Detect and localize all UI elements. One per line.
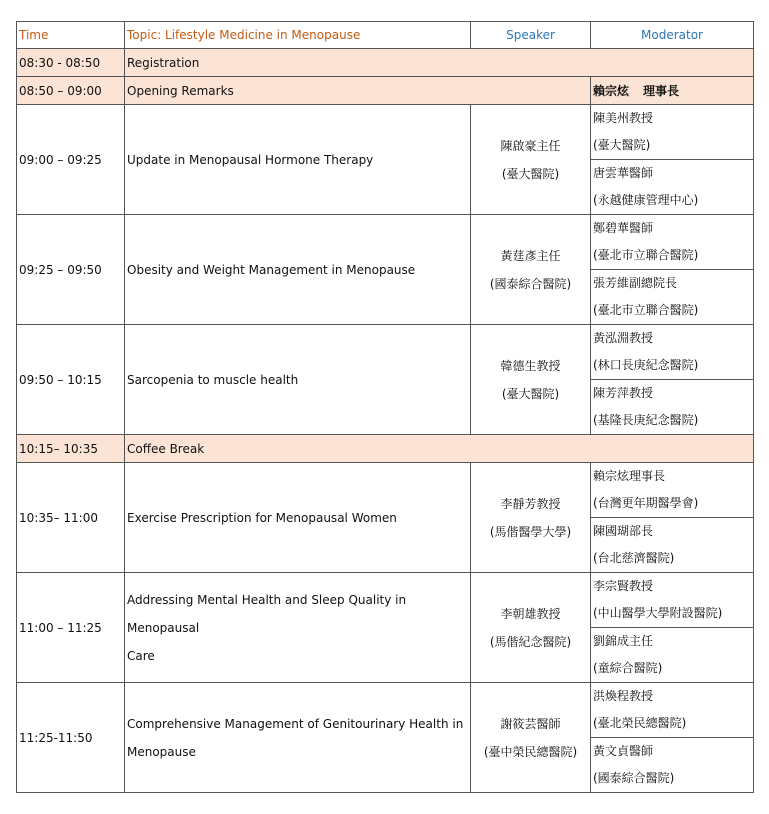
header-row — [17, 22, 754, 49]
session-time: 11:00 – 11:25 — [17, 573, 125, 683]
session-time: 09:25 – 09:50 — [17, 215, 125, 325]
speaker-name: 李靜芳教授 — [500, 496, 561, 511]
opening-label: Opening Remarks — [125, 77, 591, 105]
session-time: 09:50 – 10:15 — [17, 325, 125, 435]
session-row — [17, 105, 754, 133]
opening-row — [17, 77, 754, 105]
session-row — [17, 463, 754, 491]
opening-moderator-title: 理事長 — [643, 84, 680, 98]
registration-time: 08:30 - 08:50 — [17, 49, 125, 77]
session-topic-line2: Menopause — [127, 744, 196, 759]
moderator-name: 洪煥程教授 — [591, 683, 754, 711]
moderator-org: (台北慈濟醫院) — [591, 545, 754, 573]
session-topic: Obesity and Weight Management in Menopause — [125, 215, 471, 325]
session-topic-line1: Addressing Mental Health and Sleep Quality in Menopausal — [127, 592, 407, 635]
speaker-org: (臺大醫院) — [501, 166, 560, 181]
moderator-name: 陳美州教授 — [591, 105, 754, 133]
moderator-name: 黃泓淵教授 — [591, 325, 754, 353]
speaker-org: (臺中榮民總醫院) — [483, 744, 578, 759]
coffee-time: 10:15– 10:35 — [17, 435, 125, 463]
speaker-name: 韓德生教授 — [500, 358, 561, 373]
moderator-org: (臺北榮民總醫院) — [591, 710, 754, 738]
registration-label: Registration — [125, 49, 754, 77]
header-moderator: Moderator — [591, 22, 754, 49]
session-topic: Sarcopenia to muscle health — [125, 325, 471, 435]
session-topic: Exercise Prescription for Menopausal Women — [125, 463, 471, 573]
moderator-org: (基隆長庚紀念醫院) — [591, 407, 754, 435]
speaker-org: (馬偕醫學大學) — [489, 524, 572, 539]
moderator-name: 劉錦成主任 — [591, 628, 754, 656]
session-topic — [125, 573, 471, 683]
session-speaker — [471, 215, 591, 325]
moderator-name: 黃文貞醫師 — [591, 738, 754, 766]
coffee-label: Coffee Break — [125, 435, 754, 463]
session-topic — [125, 683, 471, 793]
opening-time: 08:50 – 09:00 — [17, 77, 125, 105]
session-time: 10:35– 11:00 — [17, 463, 125, 573]
moderator-org: (童綜合醫院) — [591, 655, 754, 683]
moderator-name: 唐雲華醫師 — [591, 160, 754, 188]
speaker-name: 黃莛彥主任 — [500, 248, 561, 263]
moderator-name: 陳芳萍教授 — [591, 380, 754, 408]
moderator-name: 李宗賢教授 — [591, 573, 754, 601]
session-speaker — [471, 573, 591, 683]
session-row — [17, 573, 754, 601]
moderator-name: 陳國瑚部長 — [591, 518, 754, 546]
opening-moderator-name: 賴宗炫 — [593, 84, 630, 98]
speaker-name: 李朝雄教授 — [500, 606, 561, 621]
moderator-org: (中山醫學大學附設醫院) — [591, 600, 754, 628]
session-speaker — [471, 683, 591, 793]
session-topic: Update in Menopausal Hormone Therapy — [125, 105, 471, 215]
speaker-org: (國泰綜合醫院) — [489, 276, 572, 291]
moderator-org: (臺北市立聯合醫院) — [591, 242, 754, 270]
speaker-org: (臺大醫院) — [501, 386, 560, 401]
speaker-name: 謝筱芸醫師 — [500, 716, 561, 731]
coffee-row — [17, 435, 754, 463]
session-speaker — [471, 463, 591, 573]
moderator-name: 鄭碧華醫師 — [591, 215, 754, 243]
speaker-name: 陳啟豪主任 — [500, 138, 561, 153]
moderator-org: (台灣更年期醫學會) — [591, 490, 754, 518]
session-time: 11:25-11:50 — [17, 683, 125, 793]
session-time: 09:00 – 09:25 — [17, 105, 125, 215]
opening-moderator — [591, 77, 754, 105]
moderator-name: 張芳維副總院長 — [591, 270, 754, 298]
header-topic: Topic: Lifestyle Medicine in Menopause — [125, 22, 471, 49]
program-table — [16, 21, 754, 793]
session-topic-line2: Care — [127, 648, 155, 663]
moderator-org: (林口長庚紀念醫院) — [591, 352, 754, 380]
session-speaker — [471, 105, 591, 215]
moderator-name: 賴宗炫理事長 — [591, 463, 754, 491]
header-speaker: Speaker — [471, 22, 591, 49]
moderator-org: (國泰綜合醫院) — [591, 765, 754, 793]
moderator-org: (永越健康管理中心) — [591, 187, 754, 215]
header-time: Time — [17, 22, 125, 49]
speaker-org: (馬偕紀念醫院) — [489, 634, 572, 649]
session-row — [17, 683, 754, 711]
session-row — [17, 325, 754, 353]
moderator-org: (臺北市立聯合醫院) — [591, 297, 754, 325]
registration-row — [17, 49, 754, 77]
moderator-org: (臺大醫院) — [591, 132, 754, 160]
session-speaker — [471, 325, 591, 435]
session-topic-line1: Comprehensive Management of Genitourinary Health in — [127, 716, 464, 731]
session-row — [17, 215, 754, 243]
